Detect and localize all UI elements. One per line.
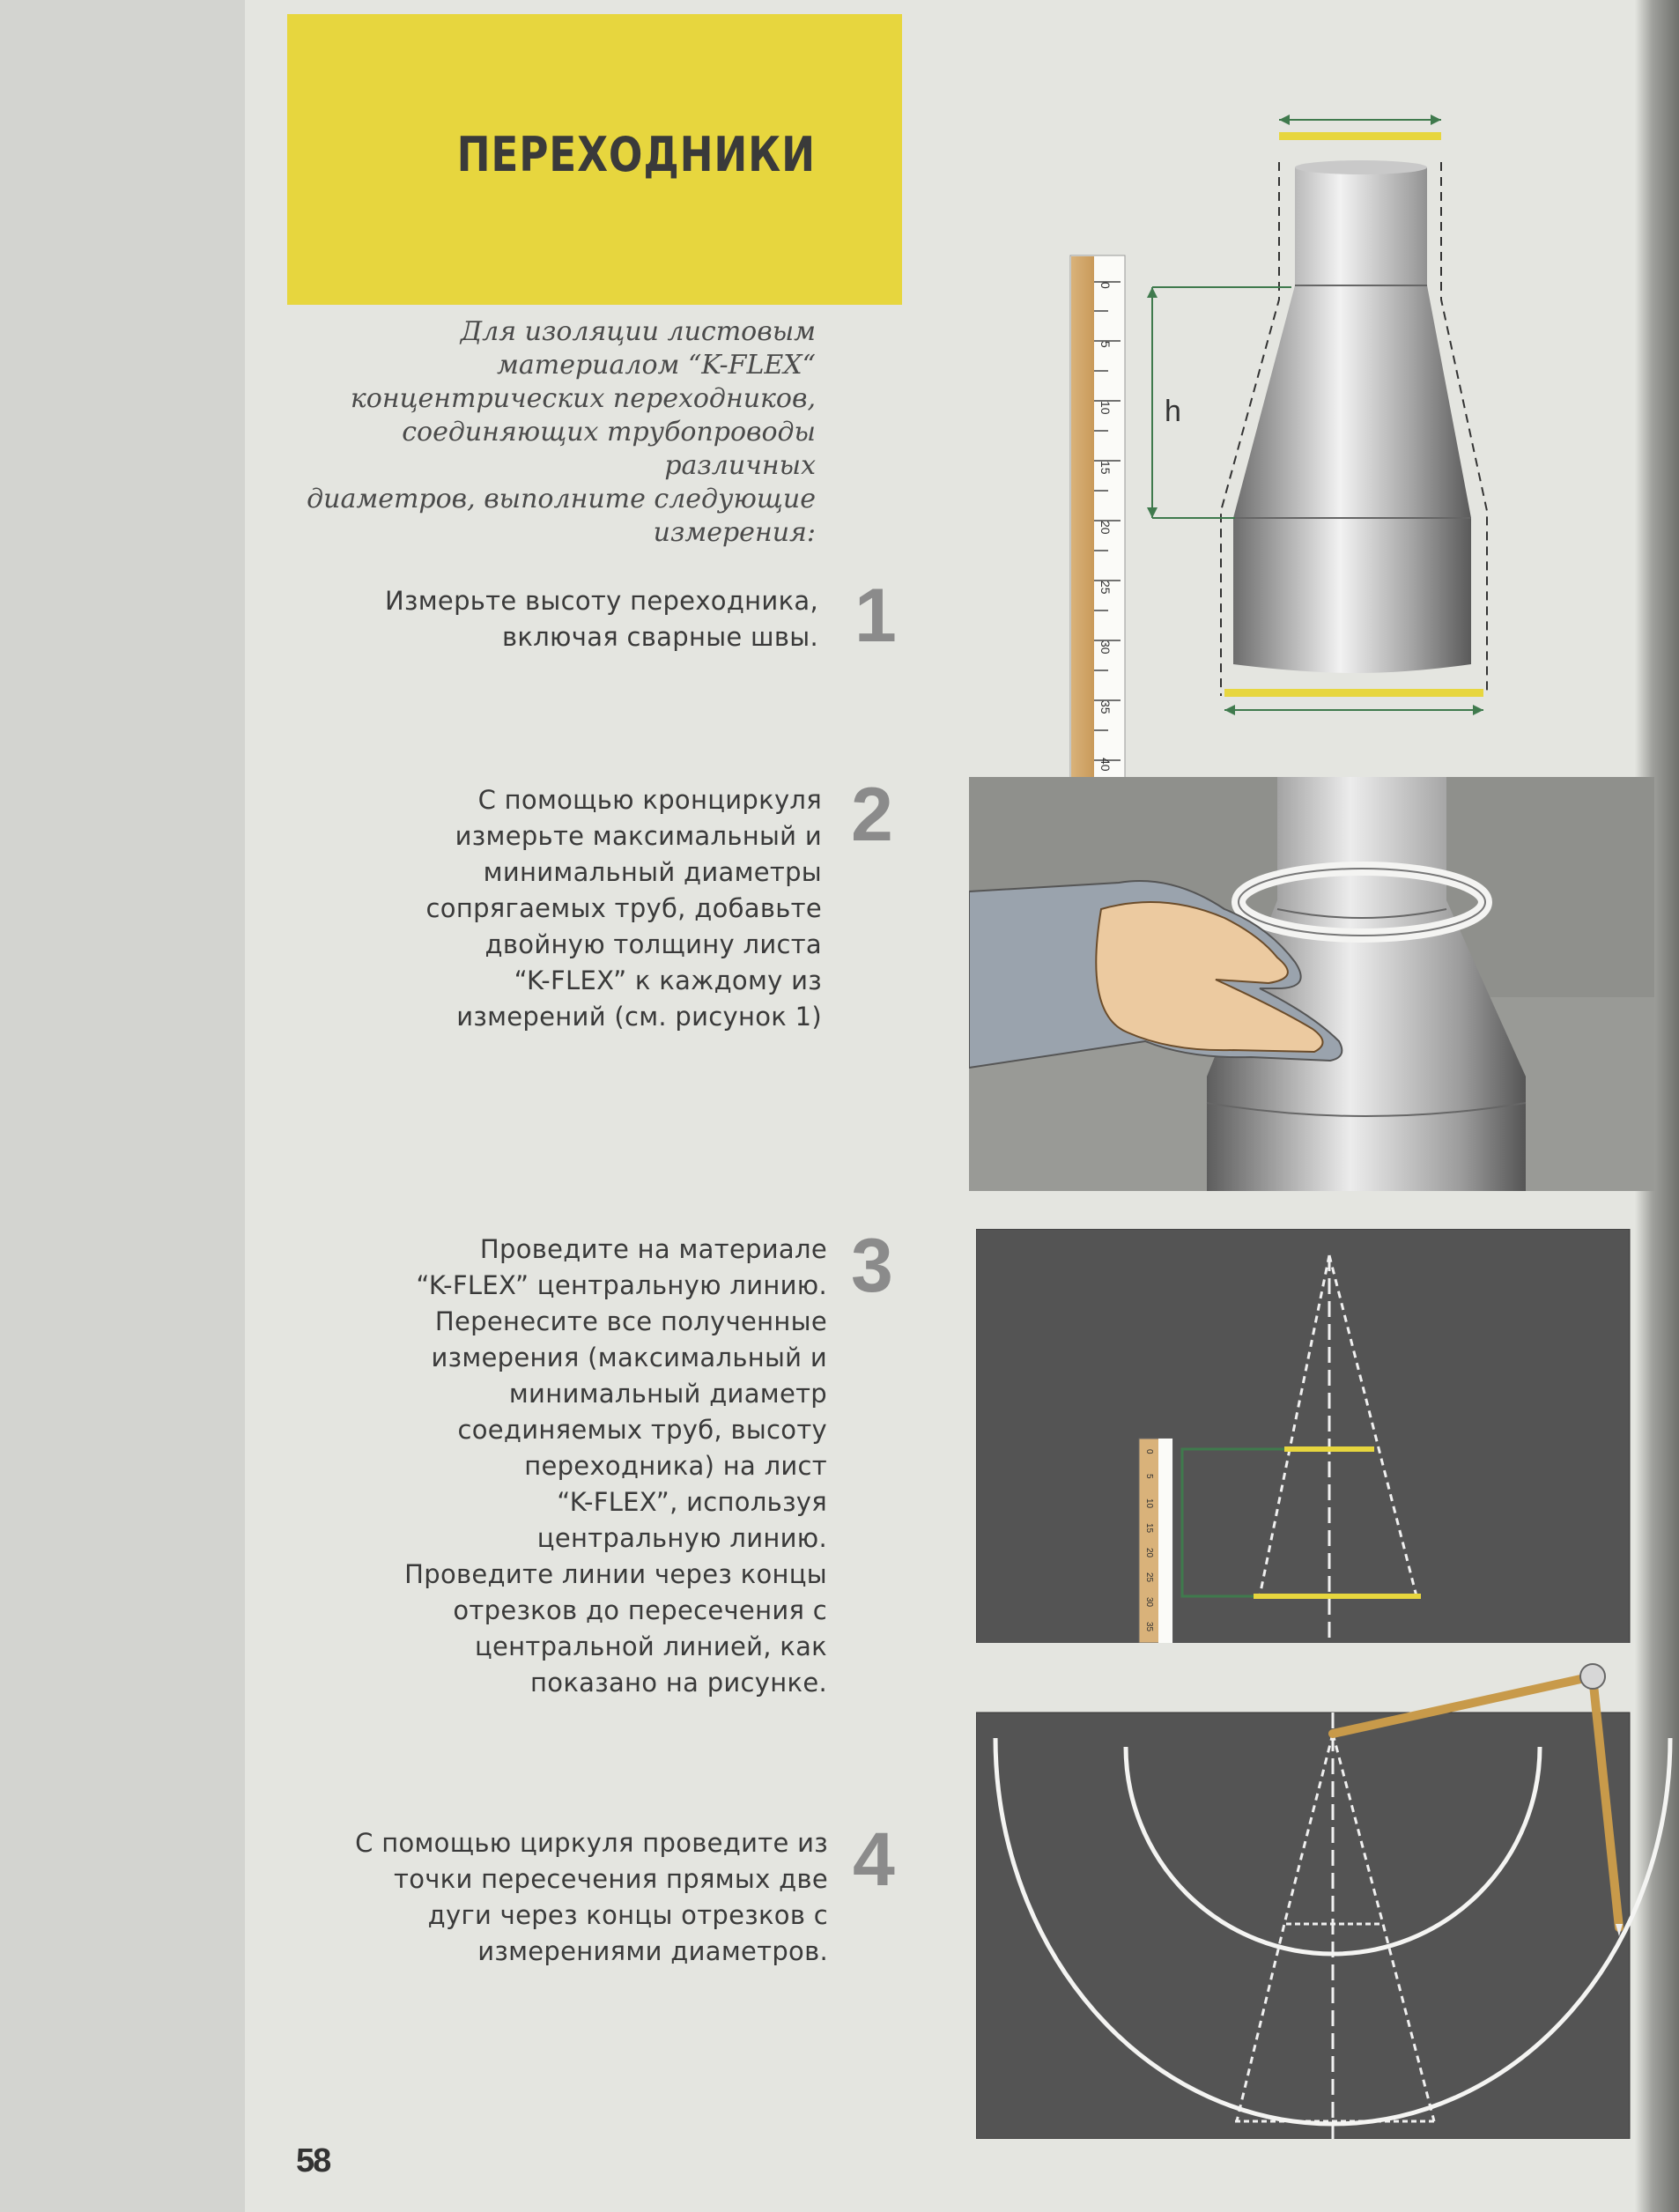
page-title: ПЕРЕХОДНИКИ	[456, 127, 816, 182]
title-block	[287, 14, 902, 305]
step-1-number: 1	[854, 573, 897, 658]
reducer-top-opening	[1295, 160, 1427, 174]
step-line: С помощью кронциркуля	[477, 785, 822, 815]
intro-line: Для изоляции листовым	[460, 316, 816, 347]
ruler-tick-label: 35	[1098, 700, 1113, 714]
step-line: минимальный диаметр	[508, 1379, 827, 1409]
step-line: С помощью циркуля проведите из	[355, 1828, 828, 1858]
ruler-tick-label: 25	[1144, 1572, 1154, 1583]
intro-line: соединяющих трубопроводы различных	[402, 417, 816, 481]
intro-text	[252, 315, 816, 550]
compass-hinge	[1580, 1664, 1605, 1689]
step-line: показано на рисунке.	[530, 1668, 827, 1698]
step-line: центральной линией, как	[474, 1631, 827, 1661]
step-line: соединяемых труб, высоту	[457, 1415, 827, 1445]
bottom-yellow-strip	[1224, 689, 1483, 697]
intro-line: измерения:	[653, 517, 816, 548]
step-2-text	[426, 782, 822, 1035]
ruler-tick-label: 5	[1144, 1474, 1154, 1479]
page-number: 58	[296, 2142, 330, 2179]
step-4-text	[355, 1825, 828, 1970]
height-label: h	[1165, 395, 1181, 428]
step-line: измерениями диаметров.	[477, 1936, 828, 1966]
step-line: точки пересечения прямых две	[394, 1864, 828, 1894]
ruler-tick-label: 30	[1144, 1597, 1154, 1608]
step-line: “K-FLEX” центральную линию.	[416, 1270, 827, 1300]
step-2-number: 2	[851, 773, 893, 857]
step-3-number: 3	[851, 1224, 893, 1308]
step-line: Проведите линии через концы	[404, 1559, 827, 1589]
step-3-text	[404, 1232, 827, 1701]
ruler-tick-label: 40	[1098, 758, 1113, 772]
step-line: минимальный диаметры	[483, 857, 822, 887]
step-line: Проведите на материале	[479, 1234, 827, 1264]
ruler-tick-label: 0	[1098, 282, 1113, 289]
ruler-tick-label: 10	[1098, 401, 1113, 415]
ruler-wood-strip	[1071, 256, 1094, 781]
figure-caliper-measure	[969, 777, 1654, 1191]
figure-arcs-compass	[976, 1646, 1679, 2139]
step-line: “K-FLEX” к каждому из	[514, 965, 822, 995]
ruler-tick-label: 25	[1098, 581, 1113, 595]
figure-reducer-measure	[1039, 97, 1533, 793]
step-line: переходника) на лист	[524, 1451, 827, 1481]
step-line: измерений (см. рисунок 1)	[456, 1002, 822, 1032]
step-line: Измерьте высоту переходника,	[385, 586, 818, 616]
step-4-number: 4	[853, 1817, 895, 1902]
step-line: Перенесите все полученные	[434, 1306, 827, 1336]
step-line: сопрягаемых труб, добавьте	[425, 893, 822, 923]
ruler-tick-label: 20	[1144, 1548, 1154, 1558]
step-line: отрезков до пересечения с	[453, 1595, 827, 1625]
step-line: включая сварные швы.	[502, 622, 818, 652]
ruler-tick-label: 20	[1098, 521, 1113, 535]
ruler-tick-label: 10	[1144, 1498, 1154, 1509]
ruler-tick-label: 0	[1144, 1449, 1154, 1454]
step-line: измерьте максимальный и	[455, 821, 822, 851]
ruler-tick-label: 30	[1098, 640, 1113, 655]
step-line: измерения (максимальный и	[431, 1343, 827, 1372]
ruler-tick-label: 15	[1144, 1523, 1154, 1534]
k-flex-sheet	[976, 1713, 1630, 2139]
step-1-text	[385, 583, 818, 655]
k-flex-sheet	[976, 1229, 1630, 1643]
ruler-tick-label: 15	[1098, 461, 1113, 475]
page-gutter	[0, 0, 245, 2212]
intro-line: диаметров, выполните следующие	[307, 484, 816, 514]
step-line: “K-FLEX”, используя	[557, 1487, 827, 1517]
intro-line: концентрических переходников,	[350, 383, 816, 414]
step-line: центральную линию.	[536, 1523, 827, 1553]
step-line: дуги через концы отрезков с	[427, 1900, 828, 1930]
top-yellow-strip	[1279, 132, 1441, 140]
ruler-tick-label: 35	[1144, 1622, 1154, 1632]
step-line: двойную толщину листа	[484, 929, 822, 959]
intro-line: материалом “K-FLEX“	[497, 350, 816, 381]
reducer-body	[1233, 167, 1471, 673]
ruler-tick-label: 5	[1098, 341, 1113, 348]
figure-marking-sheet	[976, 1229, 1679, 1643]
